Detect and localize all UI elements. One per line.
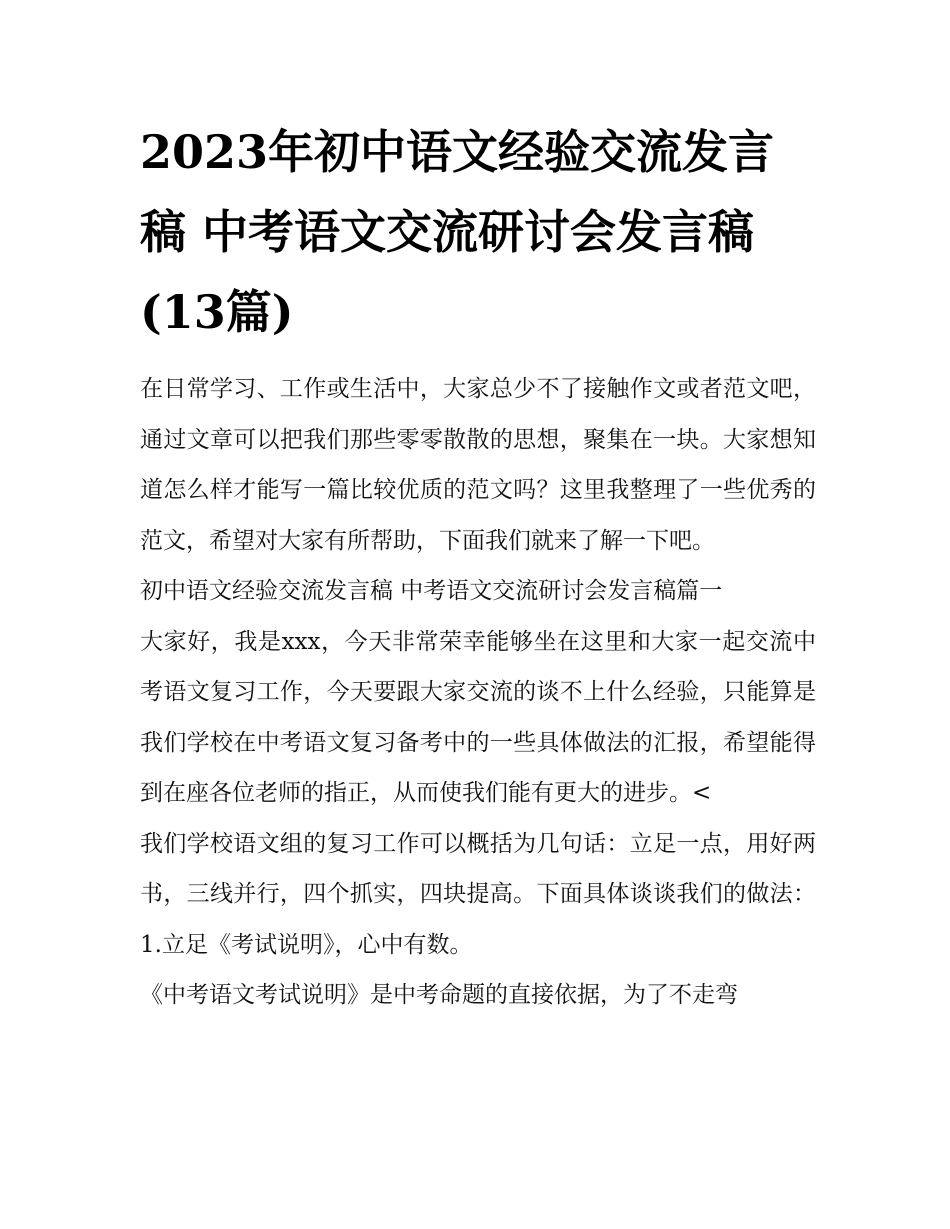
intro-paragraph: 在日常学习、工作或生活中，大家总少不了接触作文或者范文吧，通过文章可以把我们那些零零散散的思想，聚集在一块。大家想知道怎么样才能写一篇比较优质的范文吗？这里我整理了一些优秀的范文，希望对大家有所帮助，下面我们就来了解一下吧。: [140, 376, 816, 554]
body-paragraph: 《中考语文考试说明》是中考命题的直接依据，为了不走弯: [140, 982, 738, 1008]
document-page: [140, 112, 816, 1021]
body-paragraph: 我们学校语文组的复习工作可以概括为几句话：立足一点，用好两书，三线并行，四个抓实，四块提高。下面具体谈谈我们的做法： 1.立足《考试说明》，心中有数。: [140, 830, 816, 958]
section-heading: 初中语文经验交流发言稿 中考语文交流研讨会发言稿篇一: [140, 578, 723, 604]
body-paragraph: 大家好，我是xxx，今天非常荣幸能够坐在这里和大家一起交流中考语文复习工作，今天要跟大家交流的谈不上什么经验，只能算是我们学校在中考语文复习备考中的一些具体做法的汇报，希望能得到在座各位老师的指正，从而使我们能有更大的进步。<: [140, 628, 816, 806]
document-title: 2023年初中语文经验交流发言稿 中考语文交流研讨会发言稿(13篇): [140, 125, 775, 339]
